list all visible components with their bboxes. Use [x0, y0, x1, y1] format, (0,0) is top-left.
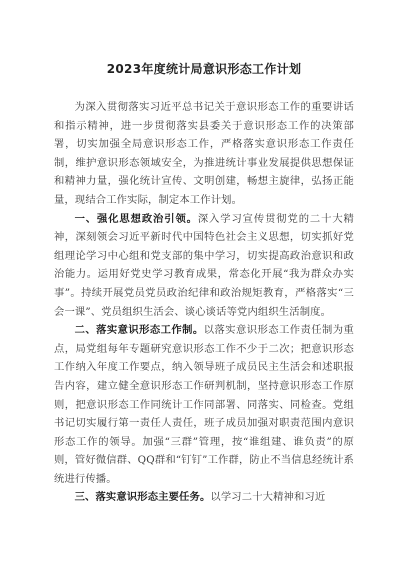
section-1-paragraph [54, 210, 354, 322]
section-2-heading: 二、落实意识形态工作制。 [74, 324, 204, 337]
section-1-heading: 一、强化思想政治引领。 [74, 212, 198, 225]
section-3-body: 以学习二十大精神和习近 [210, 491, 326, 504]
document-title: 2023年度统计局意识形态工作计划 [106, 62, 302, 76]
section-2-body: 以落实意识形态工作责任制为重点，局党组每年专题研究意识形态工作不少于二次；把意识形态工作纳入年度工作要点，纳入领导班子成员民主生活会和述职报告内容，建立健全意识形态工作研判机制，坚持意识形态工作原则，把意识形态工作同统计工作同部署、同落实、同检查。党组书记切实履行第一责任人责任，班子成员加强对职责范围内意识形态工作的领导。加强“三群”管理，按“谁组建、谁负责”的原则，管好微信群、QQ群和“钉钉”工作群，防止不当信息经统计系统进行传播。 [54, 324, 354, 485]
section-3-heading: 三、落实意识形态主要任务。 [74, 491, 211, 504]
section-1-body: 深入学习宣传贯彻党的二十大精神，深刻领会习近平新时代中国特色社会主义思想，切实抓好党组理论学习中心组和党支部的集中学习，切实提高政治意识和政治能力。运用好党史学习教育成果，常态化开展“我为群众办实事”。持续开展党员党员政治纪律和政治规矩教育，严格落实“三会一课”、党员组织生活会、谈心谈话等党内组织生活制度。 [54, 212, 354, 318]
section-2-paragraph [54, 321, 354, 488]
intro-paragraph: 为深入贯彻落实习近平总书记关于意识形态工作的重要讲话和指示精神，进一步贯彻落实县委关于意识形态工作的决策部署，切实加强全局意识形态工作，严格落实意识形态工作责任制，维护意识形态领域安全，为推进统计事业发展提供思想保证和精神力量，强化统计宣传、文明创建，畅想主旋律，弘扬正能量，现结合工作实际，制定本工作计划。 [54, 101, 354, 206]
section-3-paragraph [54, 488, 354, 507]
